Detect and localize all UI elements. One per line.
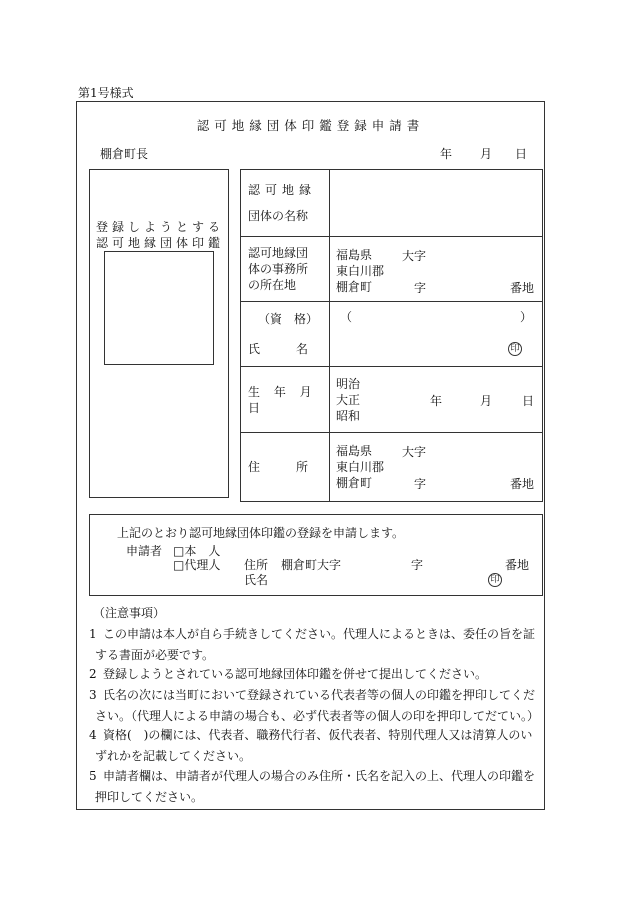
era-list	[336, 376, 360, 424]
addressee: 棚倉町長	[100, 147, 149, 161]
seal-label-line1: 登録しようとする	[96, 220, 225, 234]
birth-day-label: 日	[521, 394, 534, 408]
seal-box-label	[96, 219, 224, 251]
note-text-line2: さい。（代理人による申請の場合も、必ず代表者等の個人の印を押印してだてい。）	[95, 709, 540, 723]
address-aza-label: 字	[414, 477, 427, 491]
note-text-line1: 登録しようとされている認可地縁団体印鑑を併せて提出してください。	[103, 667, 488, 681]
office-location-field[interactable]	[330, 237, 543, 302]
address-field[interactable]	[330, 433, 543, 502]
address-town: 棚倉町	[336, 476, 373, 490]
date-day-label: 日	[515, 147, 528, 161]
note-item-1	[89, 624, 551, 666]
note-text-line1: この申請は本人が自ら手続きしてください。代理人によるときは、委任の旨を証	[103, 627, 536, 641]
office-banchi-label: 番地	[509, 281, 534, 295]
notes-heading: （注意事項）	[93, 606, 166, 620]
qualification-paren-open: （	[340, 310, 353, 324]
office-label-line1: 認可地縁団	[248, 246, 309, 260]
era-meiji: 明治	[336, 377, 361, 391]
office-pref: 福島県	[336, 248, 373, 262]
group-name-label-line1: 認可地縁	[248, 183, 317, 197]
note-text-line2: する書面が必要です。	[95, 648, 215, 662]
note-number: 4	[89, 728, 97, 742]
office-address-prefix	[336, 247, 384, 295]
address-pref: 福島県	[336, 444, 373, 458]
group-name-label-line2: 団体の名称	[248, 209, 309, 223]
agent-aza-label: 字	[411, 558, 424, 572]
document-title: 認可地縁団体印鑑登録申請書	[196, 118, 425, 133]
seal-mark-icon: 印	[508, 342, 522, 356]
note-number: 1	[89, 627, 97, 641]
representative-label	[241, 302, 330, 367]
name-label: 氏 名	[248, 342, 309, 356]
office-aza-label: 字	[414, 281, 427, 295]
address-oaza-label: 大字	[402, 445, 427, 459]
agent-address-value: 棚倉町大字	[281, 558, 342, 572]
agent-address-label: 住所	[244, 558, 269, 572]
group-name-label	[241, 170, 330, 237]
option-self-checkbox[interactable]: □本 人	[173, 544, 221, 558]
note-number: 2	[89, 667, 97, 681]
agent-banchi-label: 番地	[505, 558, 530, 572]
birthdate-label: 生 年 月 日	[241, 367, 330, 433]
qualification-label: （資 格）	[258, 312, 319, 326]
note-number: 3	[89, 688, 97, 702]
address-prefix	[336, 443, 384, 491]
note-item-3	[89, 685, 551, 727]
application-statement: 上記のとおり認可地縁団体印鑑の登録を申請します。	[117, 526, 405, 540]
option-agent-checkbox[interactable]: □代理人	[173, 558, 221, 572]
note-text-line2: 押印してください。	[95, 790, 204, 804]
note-text-line1: 資格( )の欄には、代表者、職務代行者、仮代表者、特別代理人又は清算人のい	[103, 728, 533, 742]
group-name-field[interactable]	[330, 170, 543, 237]
office-label-line3: の所在地	[248, 278, 297, 292]
birthdate-field[interactable]	[330, 367, 543, 433]
note-number: 5	[89, 769, 97, 783]
birth-month-label: 月	[480, 394, 493, 408]
address-county: 東白川郡	[336, 460, 385, 474]
date-year-label: 年	[440, 147, 453, 161]
representative-field[interactable]	[330, 302, 543, 367]
applicant-label: 申請者	[126, 544, 163, 558]
seal-stamp-area[interactable]	[104, 251, 214, 365]
date-month-label: 月	[480, 147, 493, 161]
seal-label-line2: 認可地縁団体印鑑	[96, 236, 225, 250]
address-label: 住 所	[241, 433, 330, 502]
qualification-paren-close: ）	[519, 310, 532, 324]
form-number: 第1号様式	[78, 86, 134, 100]
info-table	[240, 169, 543, 502]
note-item-5	[89, 766, 551, 808]
era-taisho: 大正	[336, 393, 361, 407]
office-town: 棚倉町	[336, 280, 373, 294]
office-label-line2: 体の事務所	[248, 262, 309, 276]
note-text-line1: 申請者欄は、申請者が代理人の場合のみ住所・氏名を記入の上、代理人の印鑑を	[103, 769, 536, 783]
agent-seal-mark-icon: 印	[488, 573, 502, 587]
agent-name-label: 氏名	[244, 573, 269, 587]
birth-year-label: 年	[430, 394, 443, 408]
note-item-4	[89, 725, 551, 767]
era-showa: 昭和	[336, 409, 361, 423]
address-banchi-label: 番地	[509, 477, 534, 491]
office-oaza-label: 大字	[402, 249, 427, 263]
note-text-line1: 氏名の次には当町において登録されている代表者等の個人の印鑑を押印してくだ	[103, 688, 536, 702]
note-item-2	[89, 664, 551, 685]
note-text-line2: ずれかを記載してください。	[95, 749, 252, 763]
office-county: 東白川郡	[336, 264, 385, 278]
office-location-label	[241, 237, 330, 302]
